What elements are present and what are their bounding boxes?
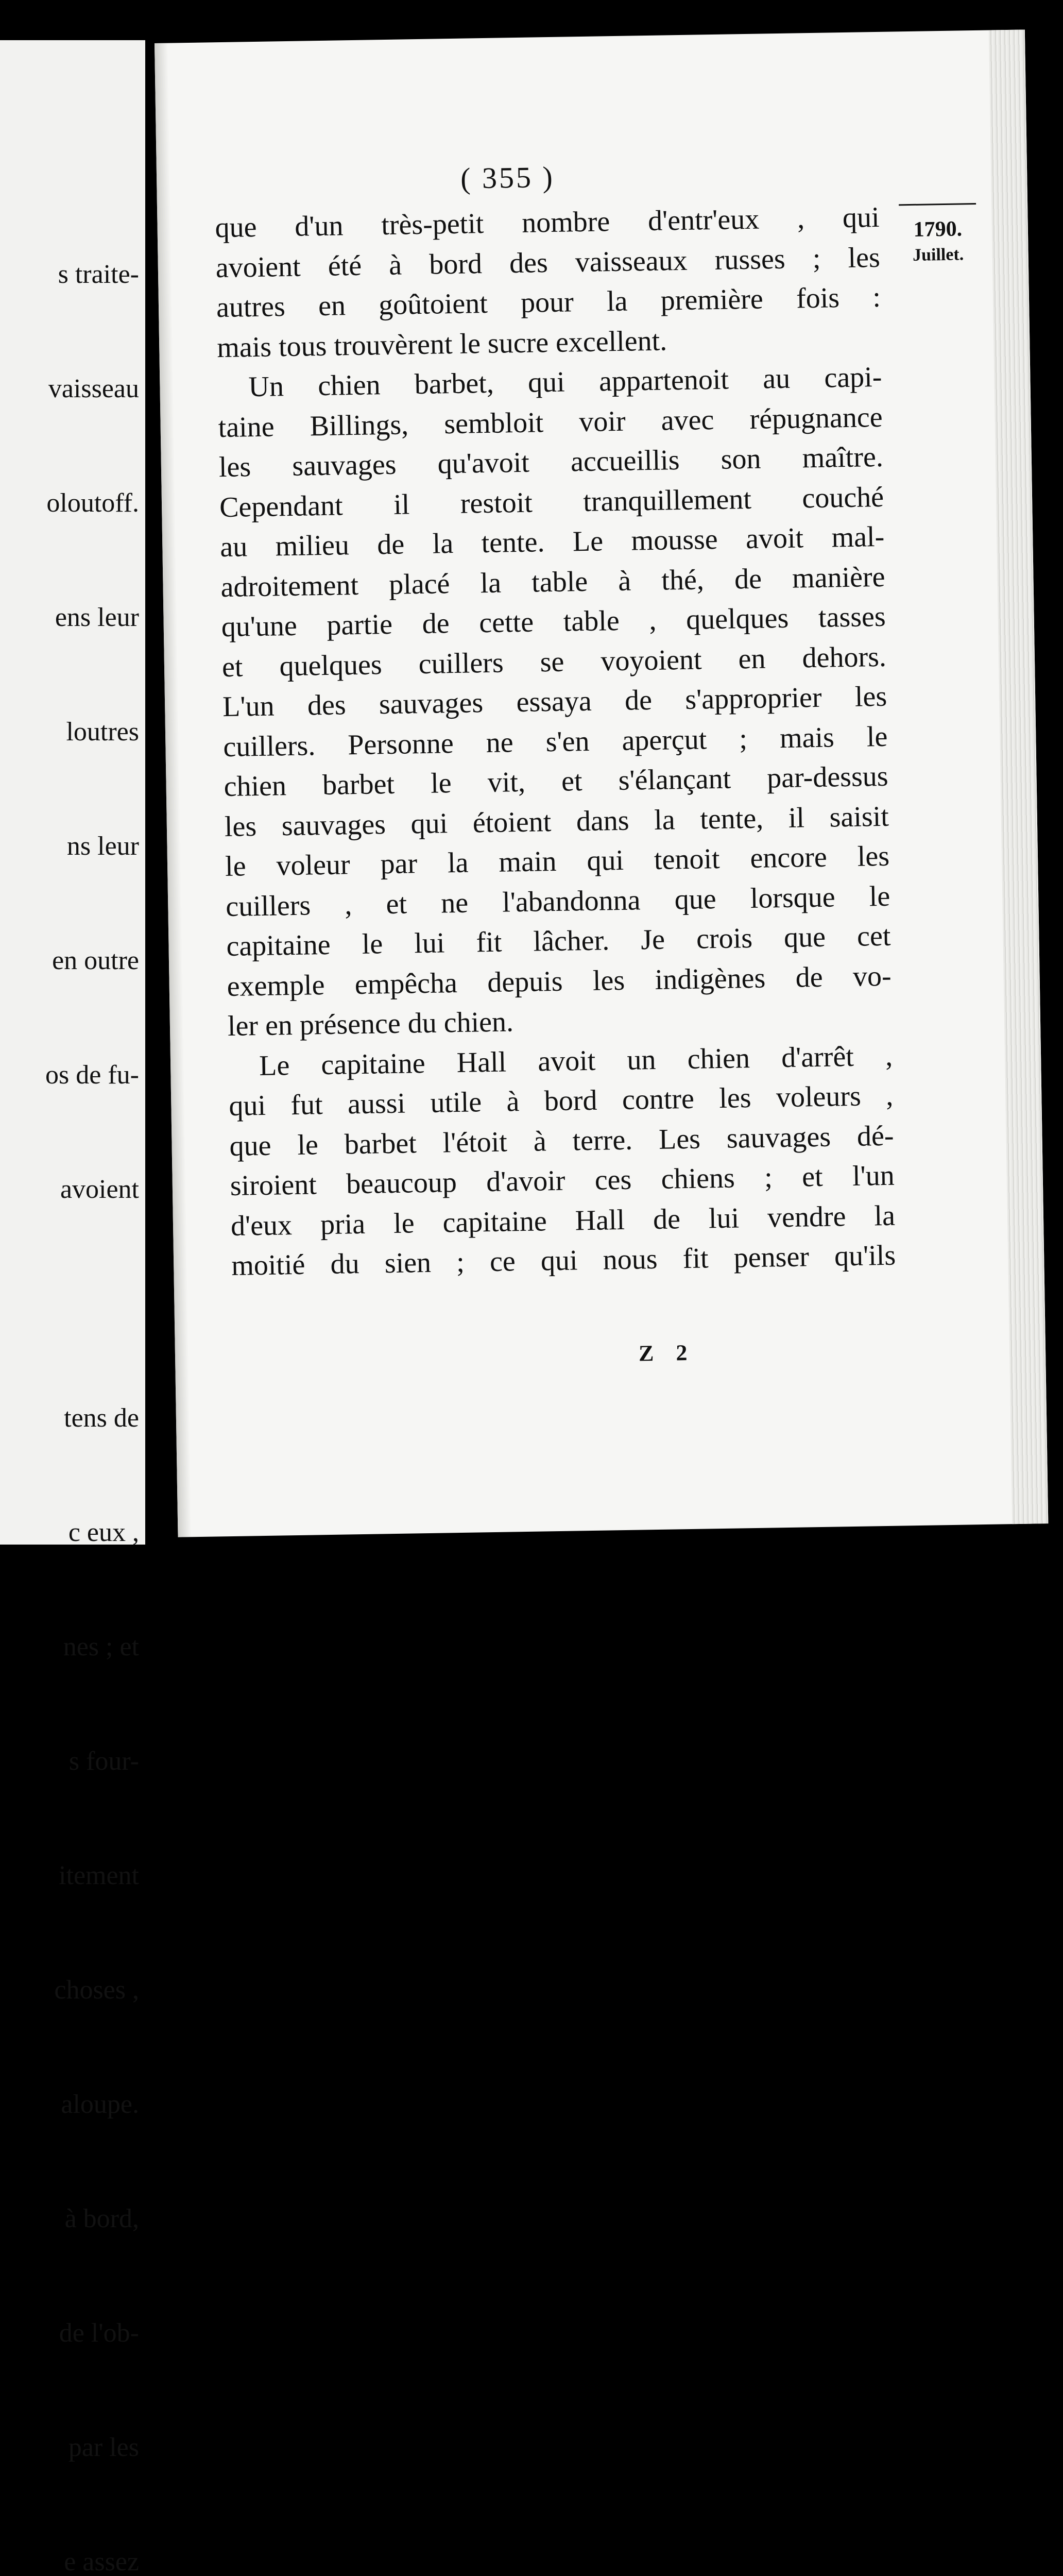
text-line: cuillers. Personne ne s'en aperçut ; mais le — [222, 720, 888, 763]
previous-page-line: tens de — [64, 1403, 139, 1433]
page-number: ( 355 ) — [460, 160, 555, 195]
previous-page-line: aloupe. — [61, 2090, 139, 2119]
previous-page-line: à bord, — [64, 2204, 139, 2233]
text-line: cuillers , et ne l'abandonna que lorsque le — [225, 880, 890, 923]
text-line: L'un des sauvages essaya de s'approprier les — [222, 680, 887, 723]
previous-page-line: oloutoff. — [46, 488, 139, 518]
text-line: Un chien barbet, qui appartenoit au capi- — [248, 361, 882, 403]
previous-page-line: vaisseau — [48, 374, 139, 403]
text-line: mais tous trouvèrent le sucre excellent. — [216, 324, 667, 364]
text-line: d'eux pria le capitaine Hall de lui vendre la — [230, 1199, 896, 1242]
margin-date-note — [899, 203, 977, 267]
text-line: qu'une partie de cette table , quelques tasses — [221, 600, 886, 643]
page-body — [215, 198, 896, 1286]
previous-page-line: c eux , — [68, 1518, 139, 1547]
text-line: et quelques cuillers se voyoient en dehors. — [221, 640, 887, 683]
text-line: qui fut aussi utile à bord contre les voleurs , — [228, 1079, 894, 1122]
margin-rule — [899, 203, 976, 206]
text-line: que d'un très-petit nombre d'entr'eux , qui — [215, 201, 880, 244]
previous-page-line: s traite- — [58, 260, 139, 289]
text-line: les sauvages qui étoient dans la tente, il saisit — [224, 800, 889, 843]
previous-page-line: s four- — [68, 1747, 139, 1776]
previous-page-line: choses , — [54, 1975, 139, 2005]
margin-month: Juillet. — [912, 245, 964, 265]
margin-year: 1790. — [913, 217, 963, 242]
previous-page-line: en outre — [52, 946, 139, 975]
previous-page-line: ens leur — [55, 603, 139, 632]
text-line: Cependant il restoit tranquillement couché — [219, 481, 884, 523]
text-line: taine Billings, sembloit voir avec répugnance — [218, 401, 883, 444]
text-line: les sauvages qu'avoit accueillis son maître. — [218, 440, 884, 484]
text-line: autres en goûtoient pour la première fois : — [216, 281, 881, 324]
previous-page-line — [45, 1285, 139, 1323]
text-line: au milieu de la tente. Le mousse avoit mal- — [219, 520, 885, 564]
previous-page-fragment — [0, 40, 145, 2576]
text-line: exemple empêcha depuis les indigènes de vo- — [227, 960, 892, 1003]
text-line: chien barbet le vit, et s'élançant par-dessus — [224, 760, 889, 803]
previous-page-line: ns leur — [66, 832, 139, 861]
text-line: le voleur par la main qui tenoit encore les — [225, 840, 890, 883]
previous-page-line: avoient — [60, 1175, 139, 1204]
previous-page-line: os de fu- — [45, 1060, 139, 1090]
text-line: adroitement placé la table à thé, de manière — [220, 561, 885, 603]
previous-page-line: e assez — [64, 2547, 139, 2576]
previous-page-line: nes ; et — [63, 1632, 139, 1662]
previous-page-text — [45, 179, 139, 2576]
previous-page-line: loutres — [66, 717, 139, 747]
text-line: Le capitaine Hall avoit un chien d'arrêt , — [259, 1040, 893, 1082]
signature-mark: Z 2 — [638, 1340, 696, 1366]
text-line: ler en présence du chien. — [227, 1006, 514, 1043]
text-line: capitaine le lui fit lâcher. Je crois que cet — [226, 920, 891, 963]
text-line: siroient beaucoup d'avoir ces chiens ; et l'un — [230, 1159, 895, 1202]
text-line: moitié du sien ; ce qui nous fit penser qu'ils — [231, 1239, 896, 1282]
text-line: que le barbet l'étoit à terre. Les sauvages dé- — [229, 1120, 894, 1162]
current-page — [155, 29, 1048, 1537]
previous-page-line: par les — [68, 2433, 139, 2462]
previous-page-line: itement — [59, 1861, 139, 1890]
text-line: avoient été à bord des vaisseaux russes ; les — [215, 241, 881, 284]
previous-page-line: de l'ob- — [59, 2318, 139, 2348]
